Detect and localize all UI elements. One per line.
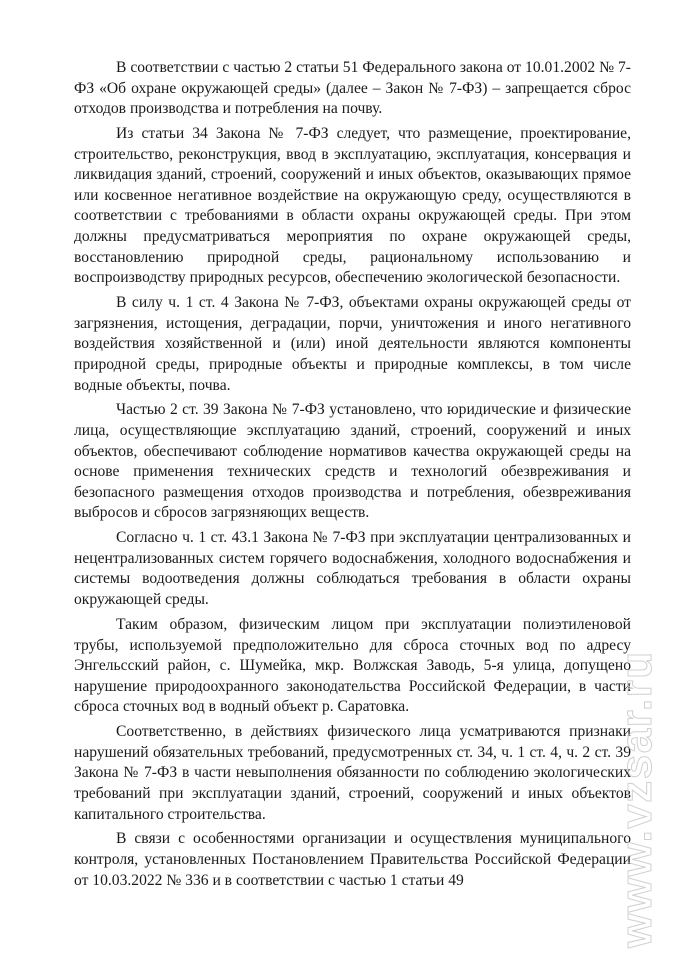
watermark-text: www.vzsar.ru: [612, 650, 661, 948]
document-body: [74, 58, 631, 896]
paragraph-8: В связи с особенностями организации и осуществления муниципального контроля, установленных Постановлением Правительства Российской Федерации от 10.03.2022 № 336 и в соответствии с частью 1 статьи 49: [74, 830, 631, 889]
paragraph-4: Частью 2 ст. 39 Закона № 7-ФЗ установлено, что юридические и физические лица, осуществляющие эксплуатацию зданий, строений, сооружений и иных объектов, обеспечивают соблюдение нормативов качества окружающей среды на основе применения технических средств и технологий обезвреживания и безопасного размещения отходов производства и потребления, обезвреживания выбросов и сбросов загрязняющих веществ.: [74, 401, 631, 522]
paragraph-3: В силу ч. 1 ст. 4 Закона № 7-ФЗ, объектами охраны окружающей среды от загрязнения, истощения, деградации, порчи, уничтожения и иного негативного воздействия хозяйственной и (или) иной деятельности являются компоненты природной среды, природные объекты и природные комплексы, в том числе водные объекты, почва.: [74, 294, 631, 394]
paragraph-5: Согласно ч. 1 ст. 43.1 Закона № 7-ФЗ при эксплуатации централизованных и нецентрализованных систем горячего водоснабжения, холодного водоснабжения и системы водоотведения должны соблюдаться требования в области охраны окружающей среды.: [74, 529, 631, 609]
paragraph-1: В соответствии с частью 2 статьи 51 Федерального закона от 10.01.2002 № 7-ФЗ «Об охране окружающей среды» (далее – Закон № 7-ФЗ) – запрещается сброс отходов производства и потребления на почву.: [74, 59, 631, 118]
paragraph-7: Соответственно, в действиях физического лица усматриваются признаки нарушений обязательных требований, предусмотренных ст. 34, ч. 1 ст. 4, ч. 2 ст. 39 Закона № 7-ФЗ в части невыполнения обязанности по соблюдению экологических требований при эксплуатации зданий, строений, сооружений и иных объектов капитального строительства.: [74, 723, 631, 823]
paragraph-6: Таким образом, физическим лицом при эксплуатации полиэтиленовой трубы, используемой предположительно для сброса сточных вод по адресу Энгельсский район, с. Шумейка, мкр. Волжская Заводь, 5-я улица, допущено нарушение природоохранного законодательства Российской Федерации, в части сброса сточных вод в водный объект р. Саратовка.: [74, 615, 631, 716]
paragraph-2: Из статьи 34 Закона № 7-ФЗ следует, что размещение, проектирование, строительство, реконструкция, ввод в эксплуатацию, эксплуатация, консервация и ликвидация зданий, строений, сооружений и иных объектов, оказывающих прямое или косвенное негативное воздействие на окружающую среду, осуществляются в соответствии с требованиями в области охраны окружающей среды. При этом должны предусматриваться мероприятия по охране окружающей среды, восстановлению природной среды, рациональному использованию и воспроизводству природных ресурсов, обеспечению экологической безопасности.: [74, 125, 631, 287]
